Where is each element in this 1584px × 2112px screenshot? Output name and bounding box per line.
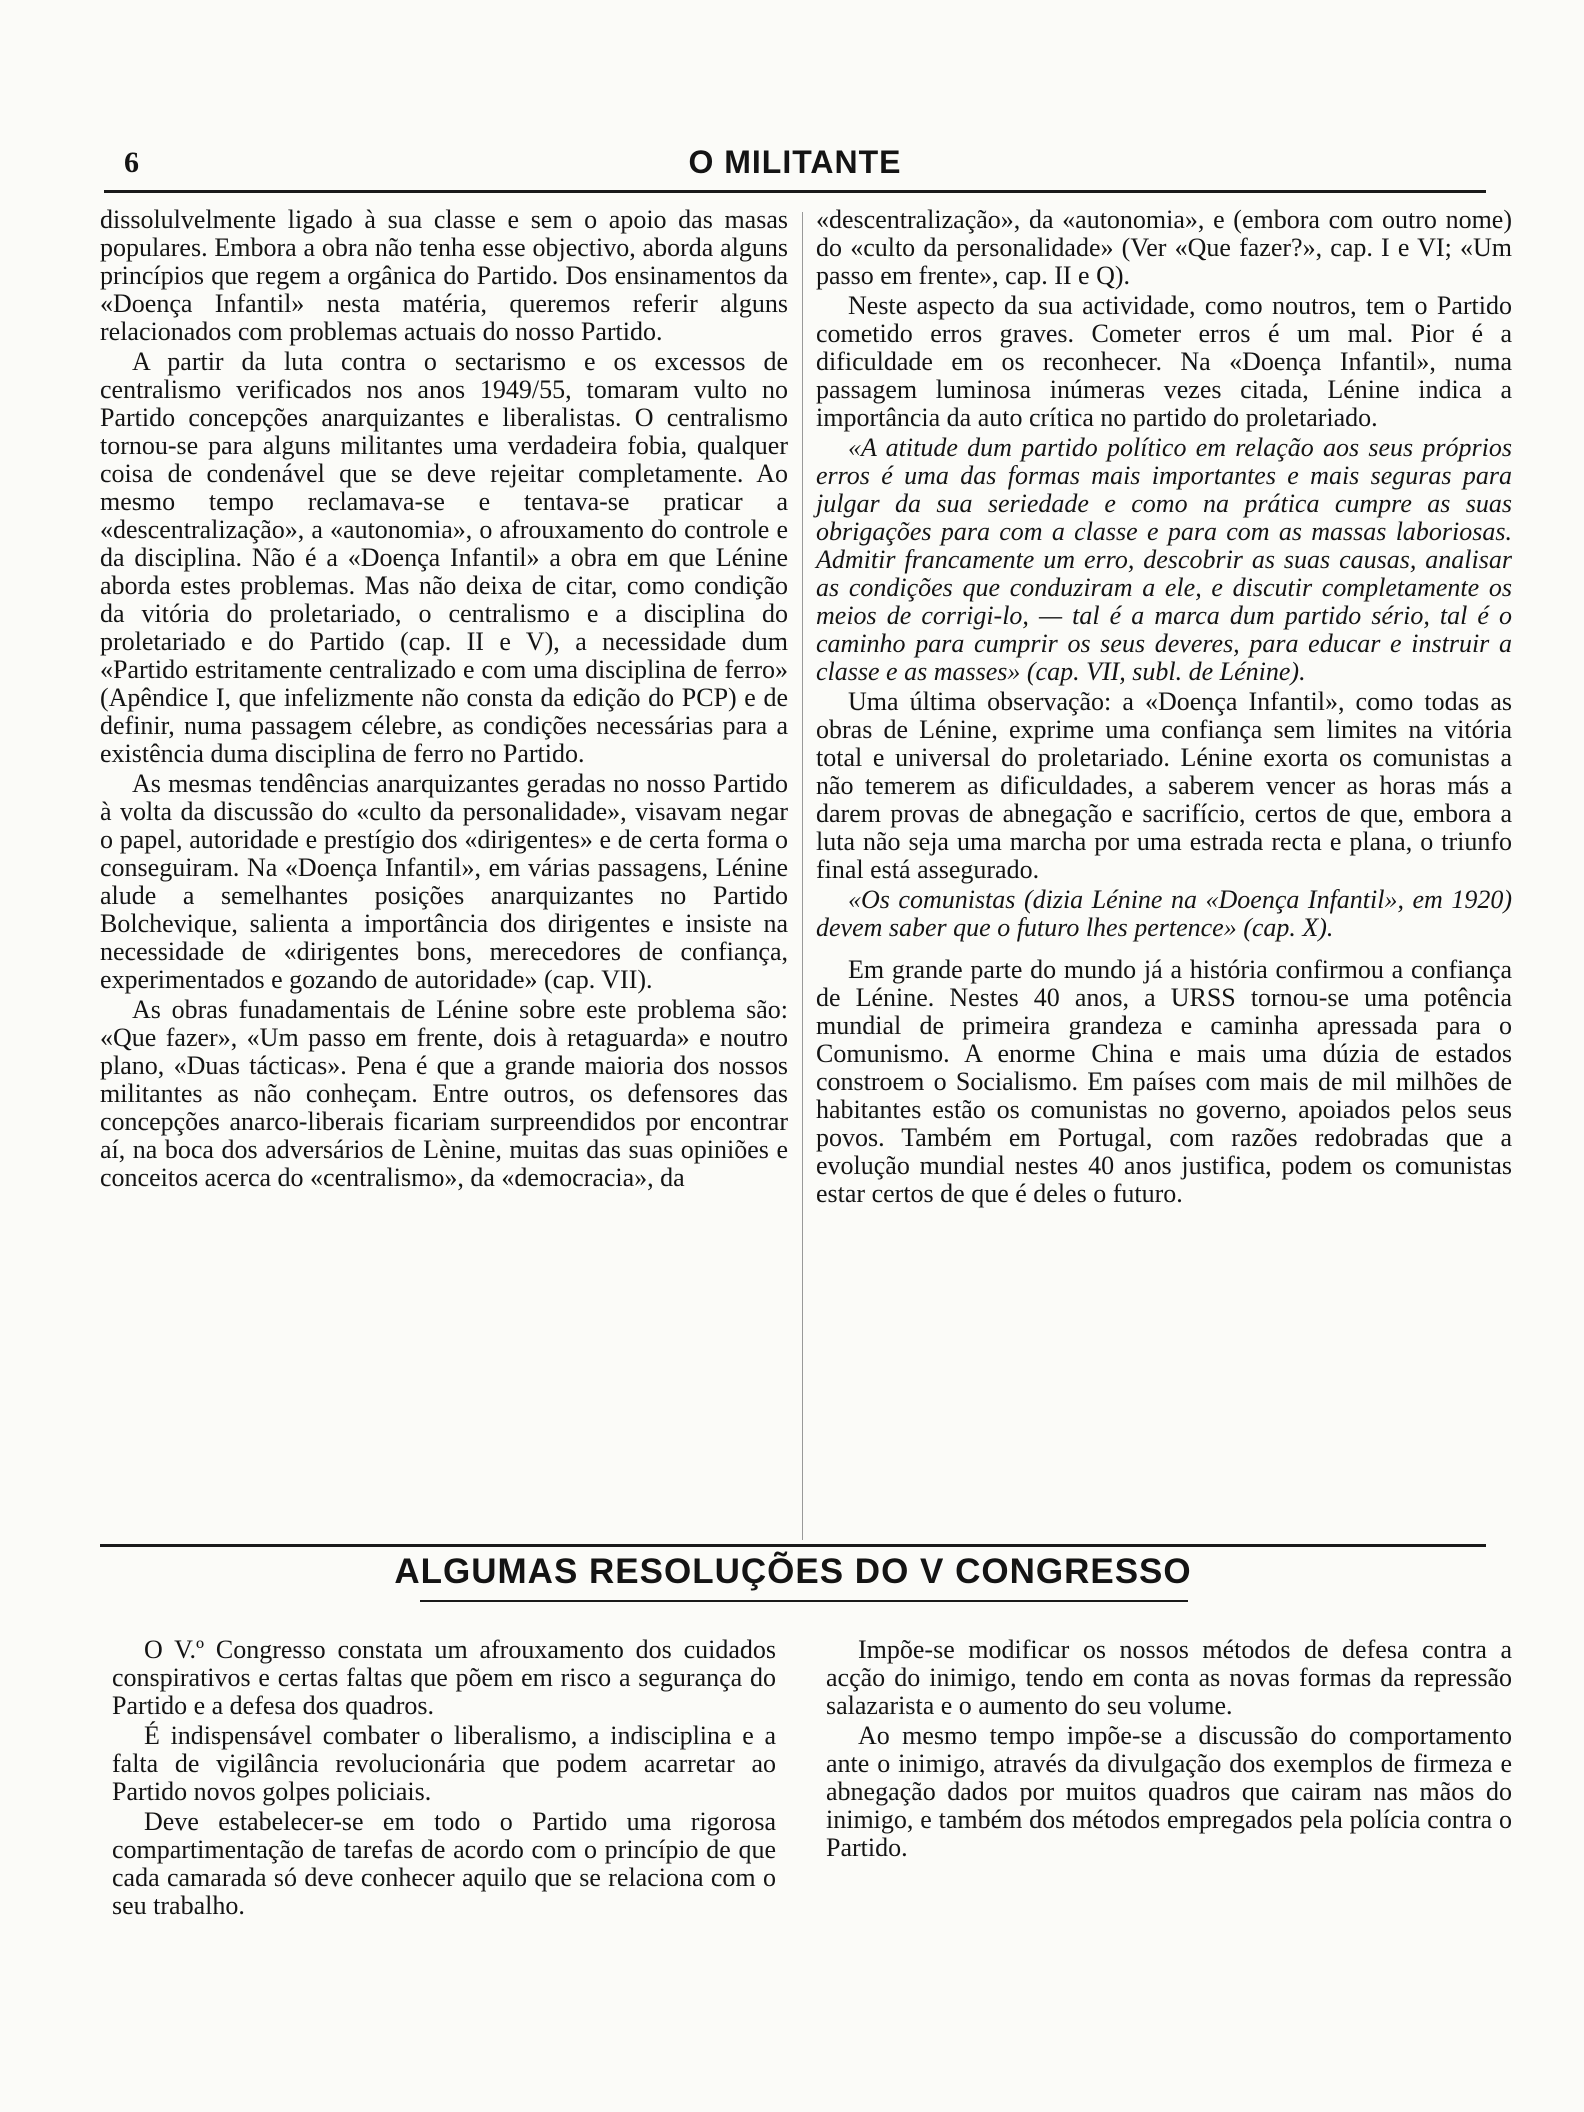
page-number: 6 [124, 146, 139, 179]
resolutions-left-column [112, 1636, 776, 1922]
resolutions-right-column [826, 1636, 1512, 1864]
article-paragraph: dissolulvelmente ligado à sua classe e sem o apoio das masas populares. Embora a obra não tenha esse objectivo, aborda alguns princípios que regem a orgânica do Partido. Dos ensinamentos da «Doença Infantil» nesta matéria, queremos referir alguns relacionados com problemas actuais do nosso Partido. [100, 205, 788, 346]
section-rule [100, 1544, 1486, 1547]
resolution-paragraph: Impõe-se modificar os nossos métodos de defesa contra a acção do inimigo, tendo em conta as novas formas da repressão salazarista e o aumento do seu volume. [826, 1635, 1512, 1720]
title-underline [420, 1600, 1188, 1602]
resolution-paragraph: Ao mesmo tempo impõe-se a discussão do comportamento ante o inimigo, através da divulgação dos exemplos de firmeza e abnegação dados por muitos quadros que cairam nas mãos do inimigo, e também dos métodos empregados pela polícia contra o Partido. [826, 1721, 1512, 1862]
article-left-column [100, 206, 788, 1194]
resolution-paragraph: O V.º Congresso constata um afrouxamento dos cuidados conspirativos e certas faltas que põem em risco a segurança do Partido e a defesa dos quadros. [112, 1635, 776, 1720]
article-paragraph: As obras funadamentais de Lénine sobre este problema são: «Que fazer», «Um passo em frente, dois à retaguarda» e noutro plano, «Duas tácticas». Pena é que a grande maioria dos nossos militantes as não conheçam. Entre outros, os defensores das concepções anarco-liberais ficariam surpreendidos por encontrar aí, na boca dos adversários de Lènine, muitas das suas opiniões e conceitos acerca do «centralismo», da «democracia», da [100, 995, 788, 1192]
article-paragraph: «descentralização», da «autonomia», e (embora com outro nome) do «culto da personalidade» (Ver «Que fazer?», cap. I e VI; «Um passo em frente», cap. II e Q). [816, 205, 1512, 290]
article-paragraph: A partir da luta contra o sectarismo e os excessos de centralismo verificados nos anos 1949/55, tomaram vulto no Partido concepções anarquizantes e liberalistas. O centralismo tornou-se para alguns militantes uma verdadeira fobia, qualquer coisa de condenável que se deve rejeitar completamente. Ao mesmo tempo reclamava-se e tentava-se praticar a «descentralização», a «autonomia», o afrouxamento do controle e da disciplina. Não é a «Doença Infantil» a obra em que Lénine aborda estes problemas. Mas não deixa de citar, como condição da vitória do proletariado, o centralismo e a disciplina do proletariado e do Partido (cap. II e V), a necessidade dum «Partido estritamente centralizado e com uma disciplina de ferro» (Apêndice I, que infelizmente não consta da edição do PCP) e de definir, numa passagem célebre, as condições necessárias para a existência duma disciplina de ferro no Partido. [100, 347, 788, 768]
resolution-paragraph: É indispensável combater o liberalismo, a indisciplina e a falta de vigilância revolucionária que podem acarretar ao Partido novos golpes policiais. [112, 1721, 776, 1806]
article-paragraph: Neste aspecto da sua actividade, como noutros, tem o Partido cometido erros graves. Cometer erros é um mal. Pior é a dificuldade em os reconhecer. Na «Doença Infantil», numa passagem luminosa inúmeras vezes citada, Lénine indica a importância da auto crítica no partido do proletariado. [816, 291, 1512, 432]
resolutions-title: ALGUMAS RESOLUÇÕES DO V CONGRESSO [394, 1552, 1192, 1591]
column-divider [802, 212, 803, 1540]
article-paragraph: Uma última observação: a «Doença Infantil», como todas as obras de Lénine, exprime uma confiança sem limites na vitória total e universal do proletariado. Lénine exorta os comunistas a não temerem as dificuldades, a saberem vencer as horas más a darem provas de abnegação e sacrifício, certos de que, embora a luta não seja uma marcha por uma estrada recta e plana, o triunfo final está assegurado. [816, 687, 1512, 884]
article-right-column [816, 206, 1512, 1210]
article-paragraph: Em grande parte do mundo já a história confirmou a confiança de Lénine. Nestes 40 anos, a URSS tornou-se uma potência mundial de primeira grandeza e caminha apressada para o Comunismo. A enorme China e mais uma dúzia de estados constroem o Socialismo. Em países com mais de mil milhões de habitantes estão os comunistas no governo, apoiados pelos seus povos. Também em Portugal, com razões redobradas que a evolução mundial nestes 40 anos justifica, podem os comunistas estar certos de que é deles o futuro. [816, 955, 1512, 1208]
resolution-paragraph: Deve estabelecer-se em todo o Partido uma rigorosa compartimentação de tarefas de acordo com o princípio de que cada camarada só deve conhecer aquilo que se relaciona com o seu trabalho. [112, 1807, 776, 1920]
lenin-quote: «Os comunistas (dizia Lénine na «Doença Infantil», em 1920) devem saber que o futuro lhes pertence» (cap. X). [816, 885, 1512, 942]
article-paragraph: As mesmas tendências anarquizantes geradas no nosso Partido à volta da discussão do «culto da personalidade», visavam negar o papel, autoridade e prestígio dos «dirigentes» e de certa forma o conseguiram. Na «Doença Infantil», em várias passagens, Lénine alude a semelhantes posições anarquizantes no Partido Bolchevique, salienta a importância dos dirigentes e insiste na necessidade de «dirigentes bons, merecedores de confiança, experimentados e gozando de autoridade» (cap. VII). [100, 769, 788, 994]
lenin-quote: «A atitude dum partido político em relação aos seus próprios erros é uma das formas mais importantes e mais seguras para julgar da sua seriedade e como na prática cumpre as suas obrigações para com a classe e para com as massas laboriosas. Admitir francamente um erro, descobrir as suas causas, analisar as condições que conduziram a ele, e discutir completamente os meios de corrigi-lo, — tal é a marca dum partido sério, tal é o caminho para cumprir os seus deveres, para educar e instruir a classe e as masses» (cap. VII, subl. de Lénine). [816, 433, 1512, 686]
header-rule [104, 190, 1486, 193]
publication-title: O MILITANTE [688, 144, 902, 180]
page-header [104, 138, 1486, 182]
